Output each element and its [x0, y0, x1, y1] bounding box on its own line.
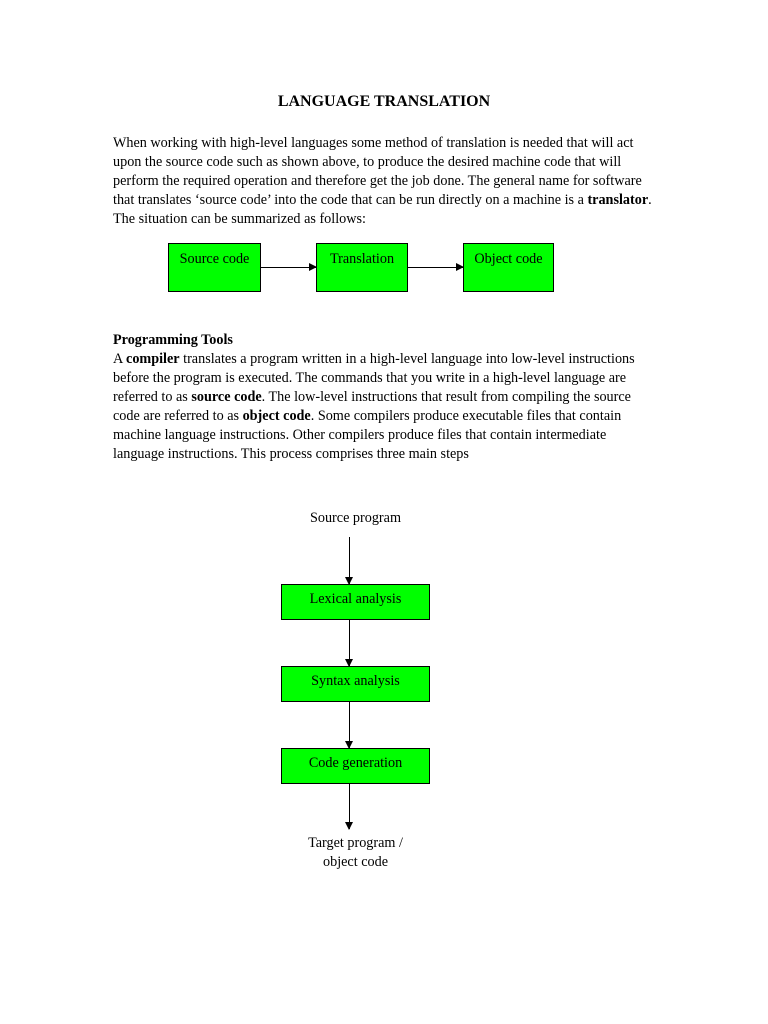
- term-translator: translator: [587, 192, 649, 208]
- label-target-program: [271, 834, 440, 872]
- arrow-to-lexical: [349, 537, 350, 584]
- page-title: LANGUAGE TRANSLATION: [277, 93, 491, 110]
- box-translation: Translation: [316, 243, 408, 292]
- term-object-code: object code: [242, 408, 311, 424]
- label-source-program: Source program: [309, 510, 401, 526]
- tools-text-1: A: [113, 351, 127, 367]
- arrow-source-to-translation: [261, 267, 316, 268]
- box-code-generation: Code generation: [281, 748, 430, 784]
- tools-text-3: . The low-level instructions that result from compiling the source code are referred to as: [113, 389, 631, 424]
- box-object-code: Object code: [463, 243, 554, 292]
- intro-paragraph: [113, 134, 658, 229]
- arrow-to-syntax: [349, 620, 350, 666]
- tools-paragraph: [113, 331, 658, 464]
- arrow-to-target: [349, 784, 350, 829]
- box-syntax-analysis: Syntax analysis: [281, 666, 430, 702]
- box-lexical-analysis: Lexical analysis: [281, 584, 430, 620]
- arrow-translation-to-object: [408, 267, 463, 268]
- arrow-to-codegen: [349, 702, 350, 748]
- intro-text-1: When working with high-level languages some method of translation is needed that will act upon the source code such as shown above, to produce the desired machine code that will perform the required operation and therefore get the job done. The general name for software that translates ‘source code’ into the code that can be run directly on a machine is a: [113, 135, 642, 208]
- label-target-line-1: Target program /: [308, 835, 403, 851]
- term-source-code: source code: [191, 389, 262, 405]
- tools-text-2: translates a program written in a high-level language into low-level instructions before the program is executed. The commands that you write in a high-level language are referred to as: [113, 351, 635, 405]
- tools-text-4: . Some compilers produce executable files that contain machine language instructions. Other compilers produce files that contain intermediate language instructions. This process comprises three main steps: [113, 408, 622, 462]
- section-heading-programming-tools: Programming Tools: [113, 332, 233, 348]
- term-compiler: compiler: [126, 351, 180, 367]
- label-target-line-2: object code: [323, 854, 388, 870]
- intro-text-2: . The situation can be summarized as follows:: [113, 192, 652, 227]
- box-source-code: Source code: [168, 243, 261, 292]
